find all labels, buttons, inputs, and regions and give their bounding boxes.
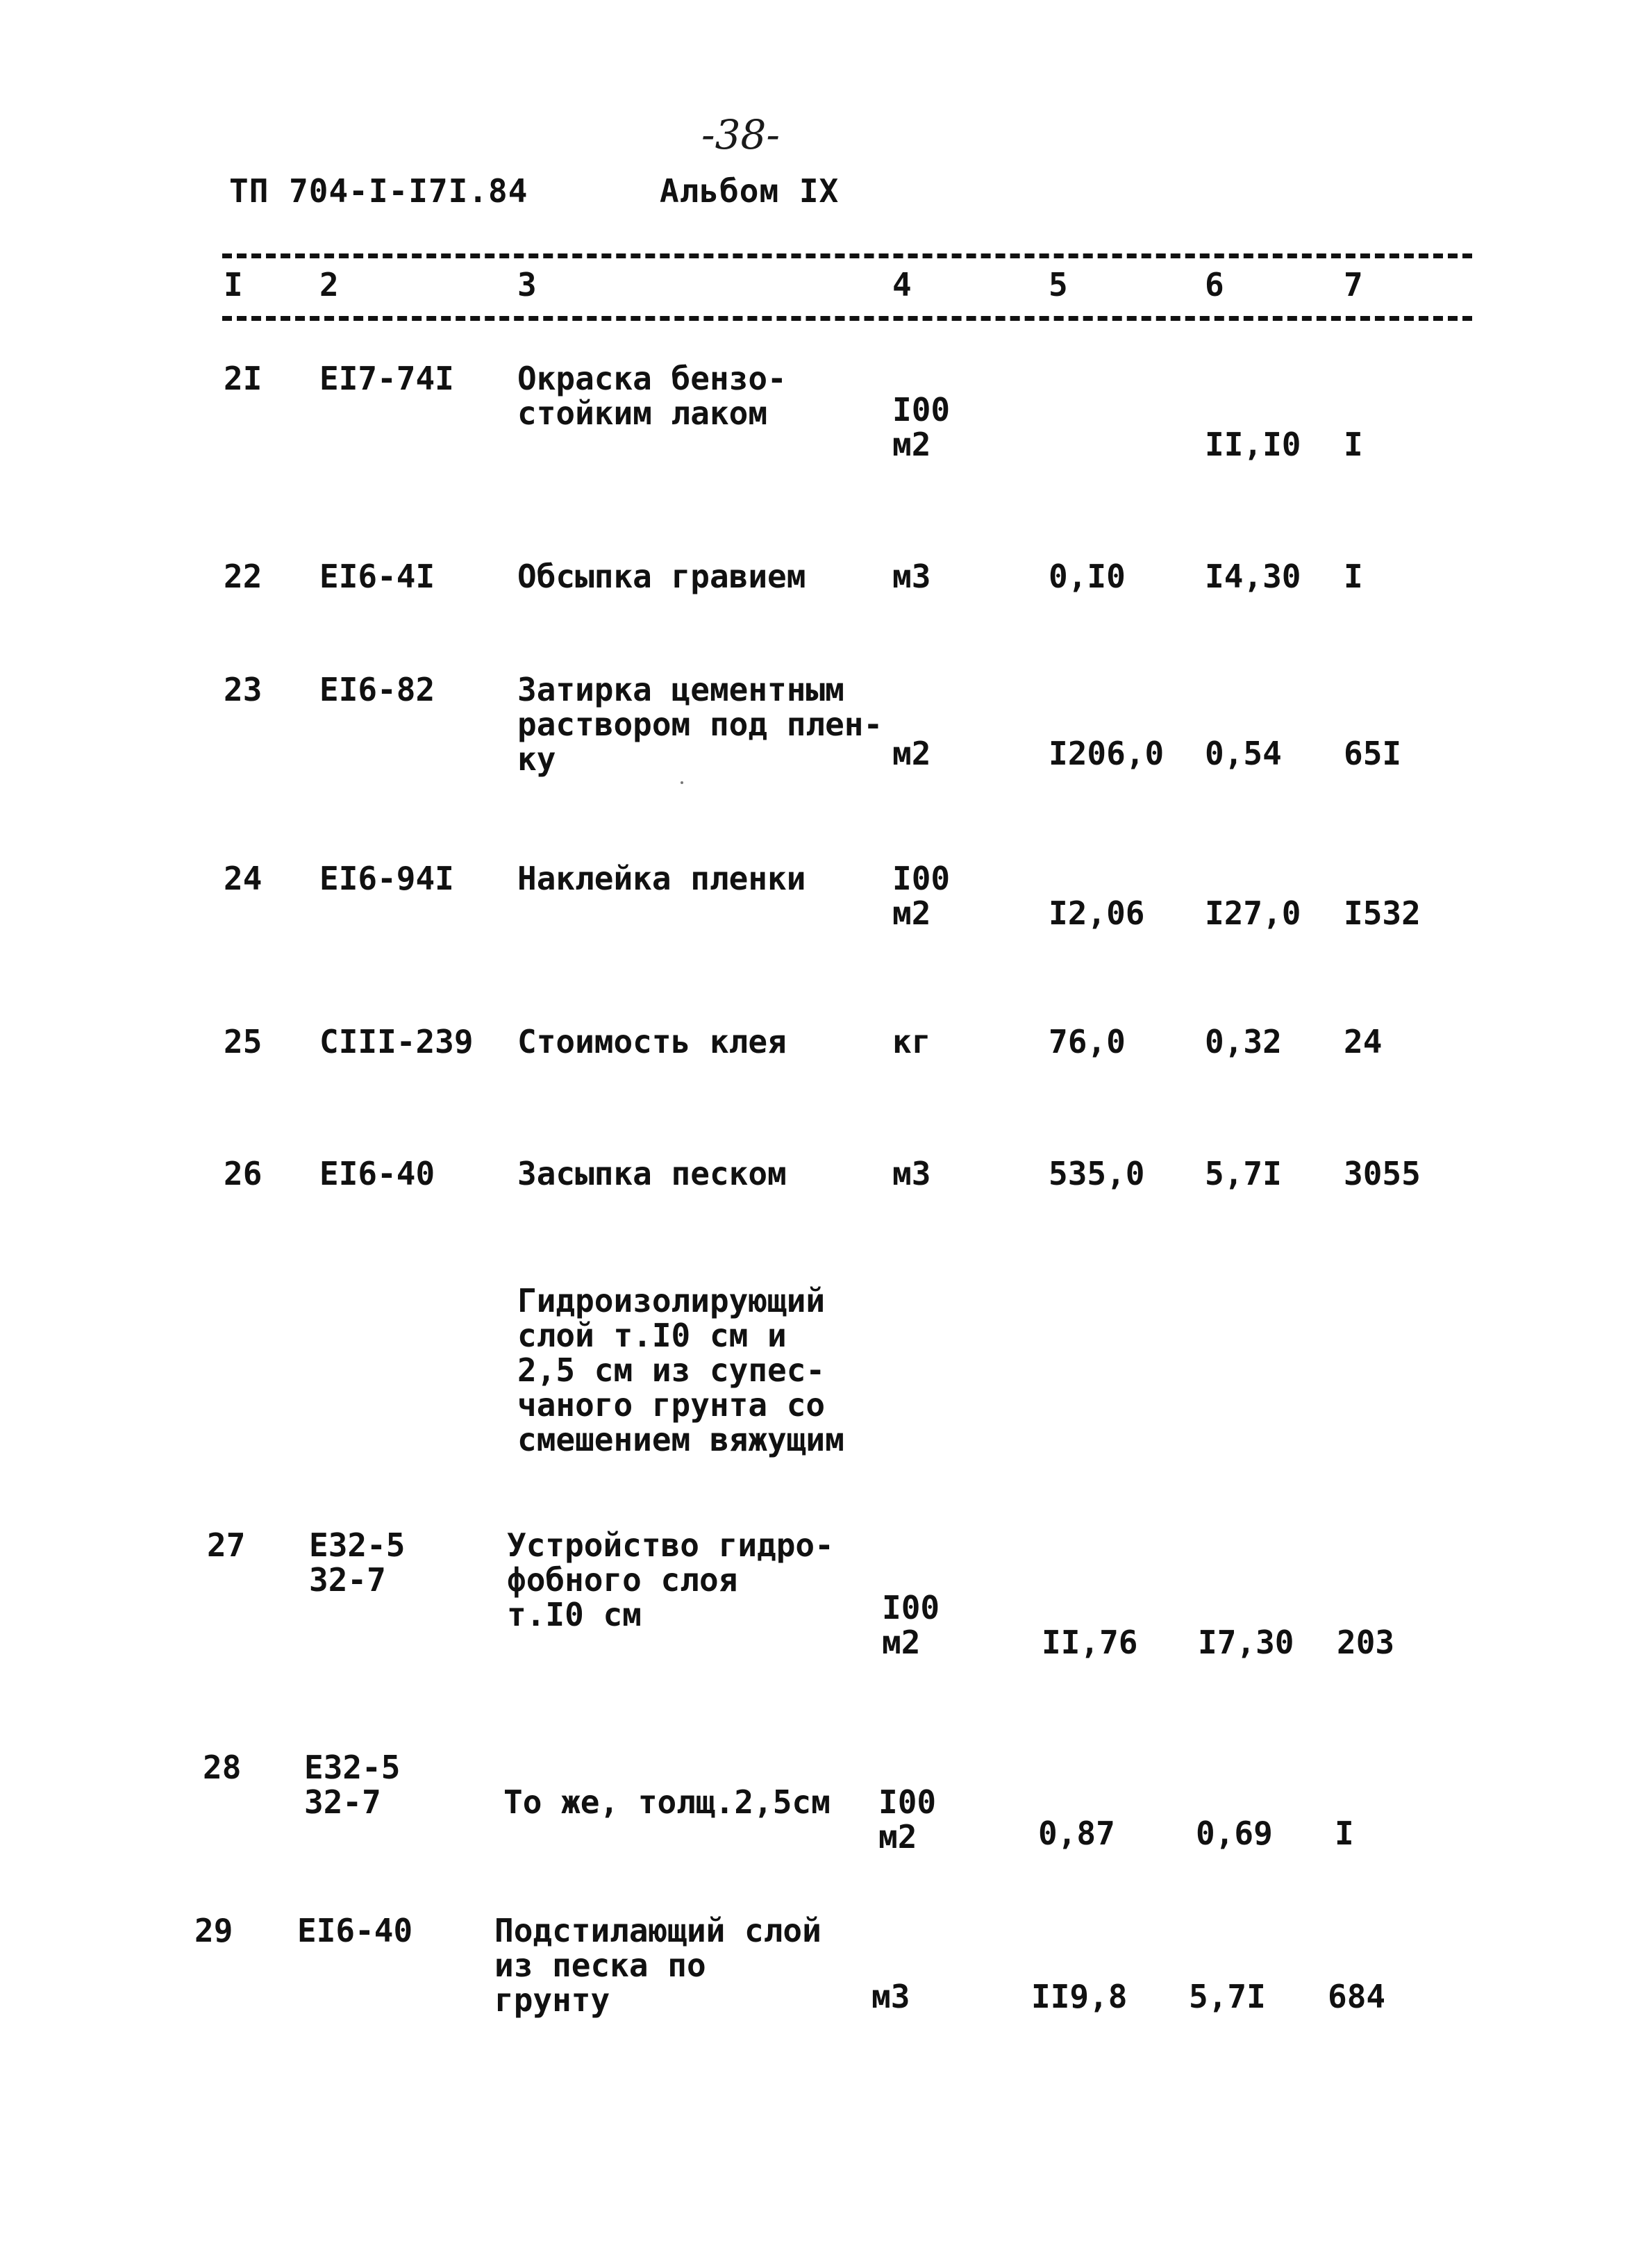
header-bottom-rule <box>222 316 1472 321</box>
row-number: 24 <box>224 860 262 897</box>
row-unit: кг <box>892 1023 931 1060</box>
row-number: 26 <box>224 1155 262 1192</box>
row-quantity: 76,0 <box>1049 1023 1126 1060</box>
row-total: I <box>1344 426 1363 463</box>
row-unit-price: I4,30 <box>1205 558 1301 595</box>
column-header-1: I <box>224 266 243 303</box>
row-number: 29 <box>194 1912 233 1949</box>
row-unit-price: 5,7I <box>1189 1978 1266 2015</box>
document-code: ТП 704-I-I7I.84 <box>229 172 528 210</box>
row-total: 203 <box>1337 1624 1395 1661</box>
section-heading: Гидроизолирующий слой т.I0 см и 2,5 см из супес- чаного грунта со смешением вяжущим <box>517 1282 844 1458</box>
header-top-rule <box>222 253 1472 258</box>
row-quantity: II,76 <box>1042 1624 1138 1661</box>
row-code: EI6-40 <box>297 1912 413 1949</box>
row-unit-price: I27,0 <box>1205 894 1301 932</box>
row-number: 22 <box>224 558 262 595</box>
column-header-3: 3 <box>517 266 537 303</box>
row-unit: I00 м2 <box>882 1589 940 1661</box>
column-header-4: 4 <box>892 266 912 303</box>
row-unit: м3 <box>892 558 931 595</box>
row-description: Окраска бензо- стойким лаком <box>517 360 787 432</box>
row-quantity: 0,I0 <box>1049 558 1126 595</box>
row-unit: I00 м2 <box>878 1783 937 1856</box>
row-quantity: I2,06 <box>1049 894 1145 932</box>
row-quantity: 0,87 <box>1038 1815 1115 1852</box>
column-header-6: 6 <box>1205 266 1224 303</box>
row-description: Наклейка пленки <box>517 860 806 897</box>
row-total: 3055 <box>1344 1155 1421 1192</box>
row-total: I <box>1335 1815 1354 1852</box>
row-number: 27 <box>207 1526 246 1564</box>
row-code: E32-5 32-7 <box>309 1526 406 1599</box>
scan-speck <box>681 781 683 784</box>
row-unit-price: 0,69 <box>1196 1815 1273 1852</box>
row-unit: м3 <box>892 1155 931 1192</box>
row-number: 23 <box>224 671 262 708</box>
row-description: Засыпка песком <box>517 1155 787 1192</box>
album-label: Альбом IX <box>660 172 840 210</box>
row-total: 684 <box>1328 1978 1386 2015</box>
row-description: Затирка цементным раствором под плен- ку <box>517 671 883 778</box>
row-unit-price: 0,32 <box>1205 1023 1282 1060</box>
row-code: E32-5 32-7 <box>304 1749 401 1821</box>
row-unit-price: II,I0 <box>1205 426 1301 463</box>
row-total: I <box>1344 558 1363 595</box>
row-unit: I00 м2 <box>892 391 951 463</box>
row-code: EI6-94I <box>319 860 454 897</box>
row-description: Обсыпка гравием <box>517 558 806 595</box>
column-header-7: 7 <box>1344 266 1363 303</box>
row-number: 2I <box>224 360 262 397</box>
row-number: 28 <box>203 1749 242 1786</box>
row-code: EI6-82 <box>319 671 435 708</box>
row-unit: м2 <box>892 735 931 772</box>
row-unit-price: 5,7I <box>1205 1155 1282 1192</box>
row-code: EI6-4I <box>319 558 435 595</box>
row-unit: I00 м2 <box>892 860 951 932</box>
row-total: 24 <box>1344 1023 1383 1060</box>
row-code: EI7-74I <box>319 360 454 397</box>
row-description: Стоимость клея <box>517 1023 787 1060</box>
row-description: То же, толщ.2,5см <box>503 1783 831 1821</box>
row-total: 65I <box>1344 735 1402 772</box>
row-quantity: I206,0 <box>1049 735 1165 772</box>
row-unit-price: 0,54 <box>1205 735 1282 772</box>
row-description: Устройство гидро- фобного слоя т.I0 см <box>507 1526 834 1633</box>
row-quantity: II9,8 <box>1031 1978 1128 2015</box>
column-header-2: 2 <box>319 266 339 303</box>
row-code: CIII-239 <box>319 1023 474 1060</box>
row-unit: м3 <box>871 1978 910 2015</box>
column-header-5: 5 <box>1049 266 1068 303</box>
page-number: -38- <box>701 111 780 158</box>
row-description: Подстилающий слой из песка по грунту <box>494 1912 821 2019</box>
row-quantity: 535,0 <box>1049 1155 1145 1192</box>
row-number: 25 <box>224 1023 262 1060</box>
row-total: I532 <box>1344 894 1421 932</box>
row-code: EI6-40 <box>319 1155 435 1192</box>
row-unit-price: I7,30 <box>1198 1624 1294 1661</box>
